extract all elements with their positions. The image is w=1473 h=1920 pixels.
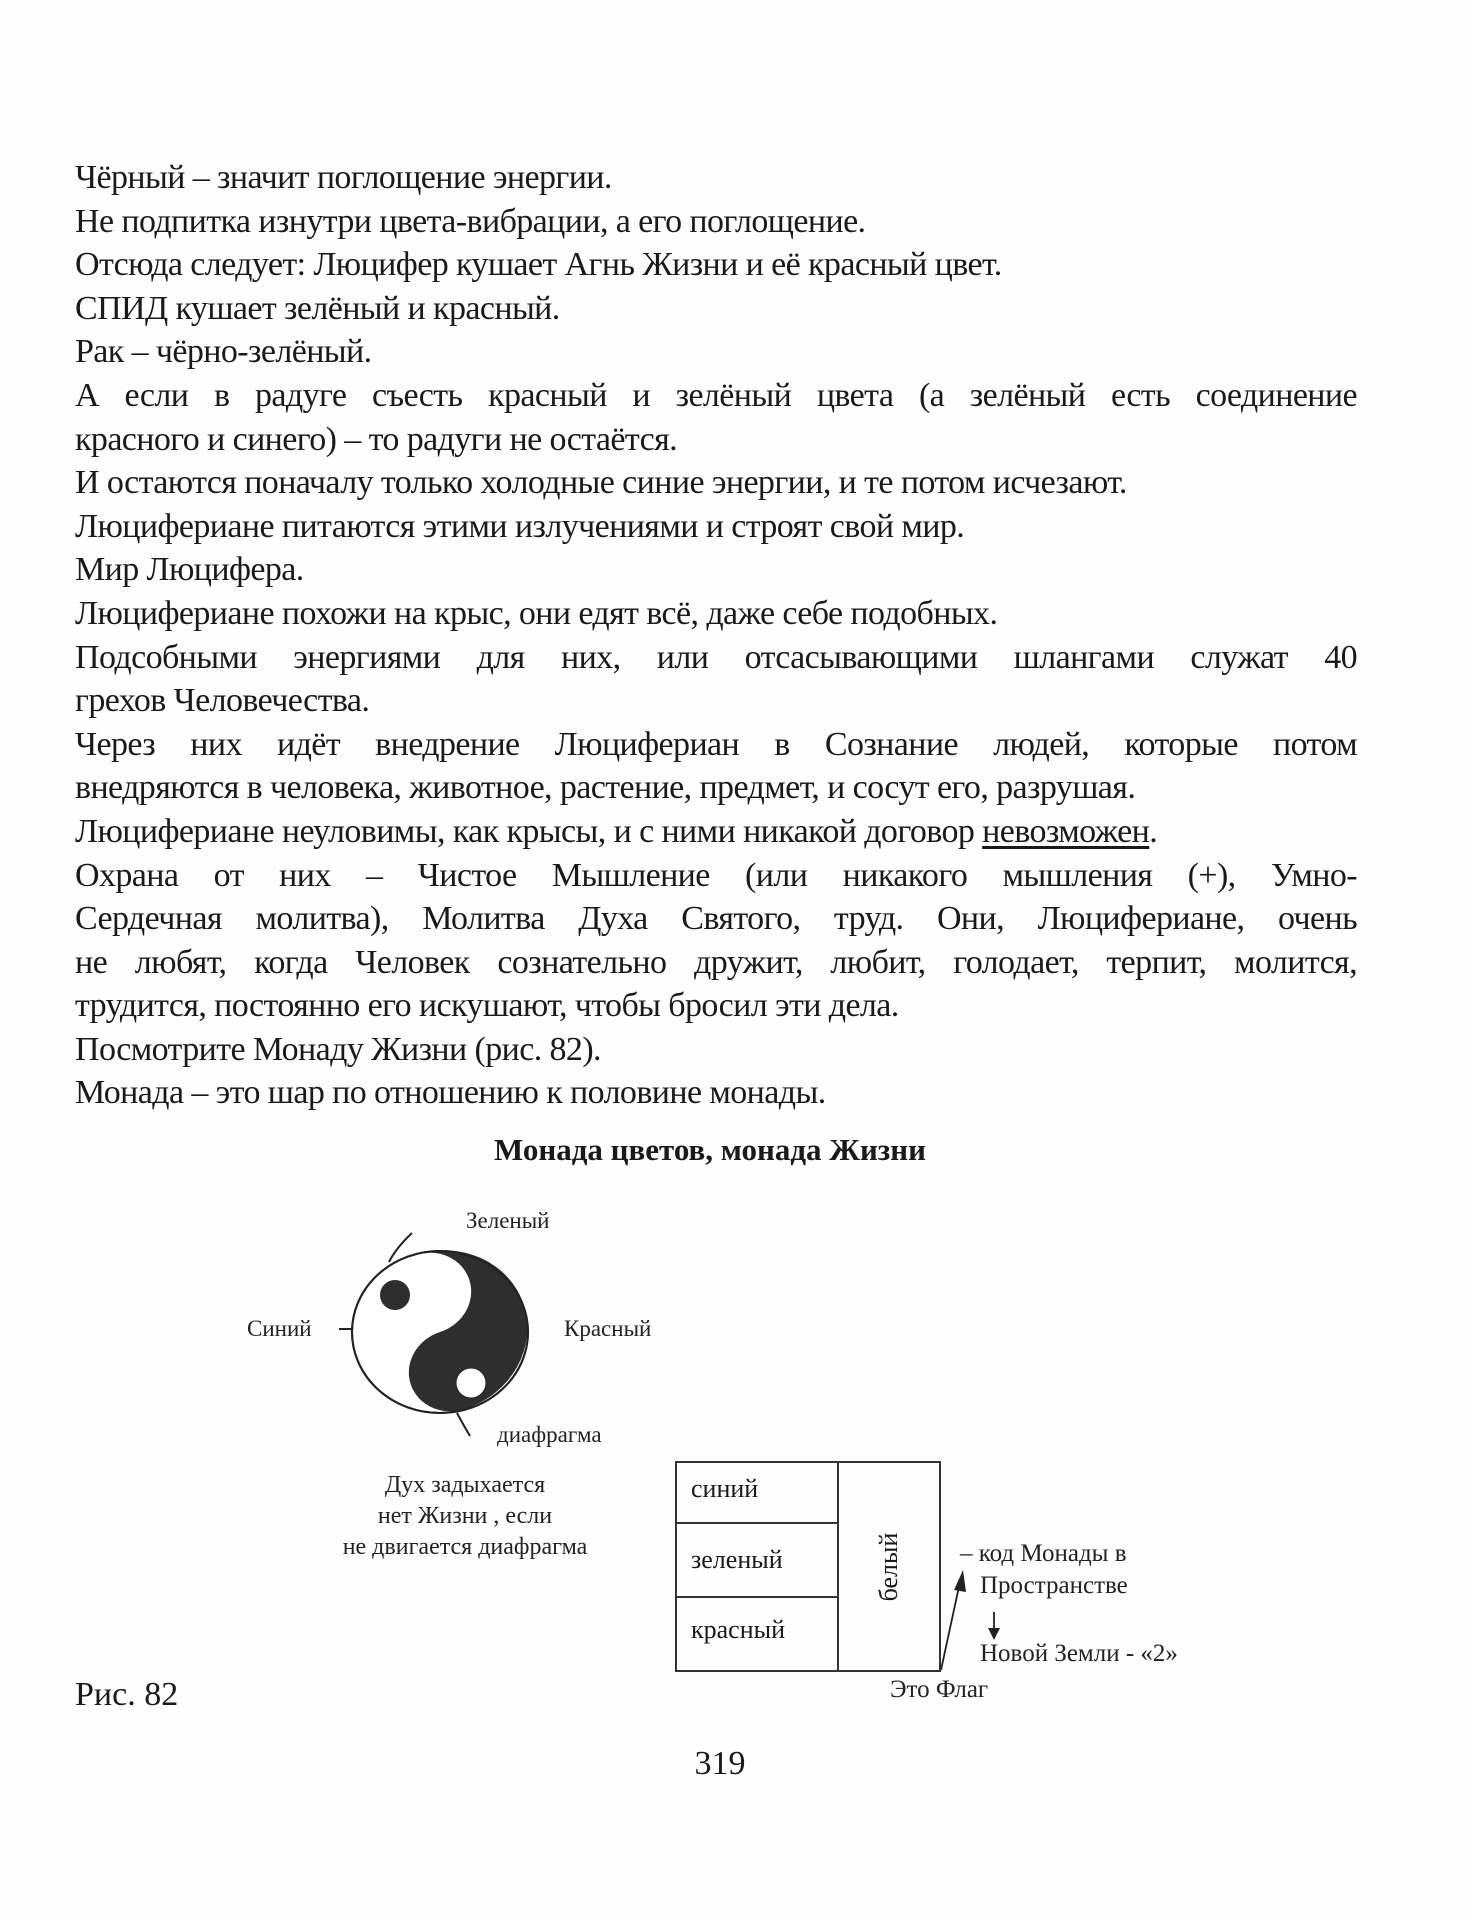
flag-cell-white-label: белый bbox=[874, 1532, 903, 1601]
text-line: Люцифериане питаются этими излучениями и строят свой мир. bbox=[75, 507, 965, 545]
label-green: Зеленый bbox=[466, 1208, 550, 1233]
text-line: СПИД кушает зелёный и красный. bbox=[75, 289, 560, 327]
text-line: Отсюда следует: Люцифер кушает Агнь Жизни и её красный цвет. bbox=[75, 246, 1002, 284]
text-line: Через них идёт внедрение Люцифериан в Сознание людей, которые потом bbox=[75, 725, 1357, 763]
text-line: трудится, постоянно его искушают, чтобы бросил эти дела. bbox=[75, 987, 899, 1025]
text-line: Рак – чёрно-зелёный. bbox=[75, 333, 372, 371]
flag-table bbox=[675, 1461, 941, 1672]
text-line: Охрана от них – Чистое Мышление (или никакого мышления (+), Умно- bbox=[75, 856, 1357, 894]
note-line: не двигается диафрагма bbox=[342, 1534, 588, 1560]
text-line: Чёрный – значит поглощение энергии. bbox=[75, 159, 612, 196]
text-line: грехов Человечества. bbox=[75, 682, 370, 720]
note-line: Дух задыхается bbox=[384, 1472, 546, 1498]
text-line: Сердечная молитва), Молитва Духа Святого, труд. Они, Люцифериане, очень bbox=[75, 900, 1357, 938]
underlined-word: невозможен bbox=[982, 812, 1150, 850]
dark-dot bbox=[380, 1280, 410, 1310]
text-line: Посмотрите Монаду Жизни (рис. 82). bbox=[75, 1030, 601, 1068]
text-line: Люцифериане похожи на крыс, они едят всё, даже себе подобных. bbox=[75, 594, 998, 632]
text-segment: . bbox=[1149, 812, 1158, 850]
flag-cell-red: красный bbox=[691, 1615, 786, 1644]
annotation-space: Пространстве bbox=[980, 1572, 1128, 1599]
text-line: красного и синего) – то радуги не остаётся. bbox=[75, 420, 678, 458]
arrow-down-icon bbox=[988, 1628, 1000, 1640]
flag-cell-white bbox=[839, 1463, 939, 1670]
text-line: Не подпитка изнутри цвета-вибрации, а его поглощение. bbox=[75, 202, 866, 240]
text-line: А если в радуге съесть красный и зелёный цвета (а зелёный есть соединение bbox=[75, 376, 1357, 414]
text-line: Мир Люцифера. bbox=[75, 551, 304, 589]
text-line: Монада – это шар по отношению к половине монады. bbox=[75, 1074, 826, 1112]
text-line: не любят, когда Человек сознательно дружит, любит, голодает, терпит, молится, bbox=[75, 943, 1357, 981]
leader-line-bottom bbox=[457, 1413, 470, 1436]
text-segment: Люцифериане неуловимы, как крысы, и с ними никакой договор bbox=[75, 812, 983, 850]
note-line: нет Жизни , если bbox=[377, 1503, 553, 1529]
label-red: Красный bbox=[564, 1316, 652, 1341]
diaphragm-note bbox=[315, 1470, 615, 1563]
arrow-up-icon bbox=[954, 1570, 966, 1592]
label-blue: Синий bbox=[247, 1316, 312, 1341]
arrow-line bbox=[941, 1582, 960, 1670]
figure-caption: Рис. 82 bbox=[75, 1676, 179, 1713]
light-dot bbox=[456, 1368, 486, 1398]
annotation-new-earth: Новой Земли - «2» bbox=[980, 1640, 1178, 1667]
page-number: 319 bbox=[694, 1745, 746, 1782]
label-diaphragm: диафрагма bbox=[497, 1422, 602, 1447]
text-line: И остаются поначалу только холодные синие энергии, и те потом исчезают. bbox=[75, 464, 1127, 502]
annotation-code: – код Монады в bbox=[960, 1540, 1127, 1567]
text-line: внедряются в человека, животное, растение, предмет, и сосут его, разрушая. bbox=[75, 769, 1136, 807]
figure-title: Монада цветов, монада Жизни bbox=[494, 1132, 926, 1167]
yin-yang-icon bbox=[352, 1228, 549, 1423]
annotation-flag: Это Флаг bbox=[890, 1676, 989, 1703]
text-line: Подсобными энергиями для них, или отсасывающими шлангами служат 40 bbox=[75, 638, 1357, 676]
flag-cell-green: зеленый bbox=[677, 1524, 837, 1598]
flag-cell-blue: синий bbox=[677, 1463, 837, 1524]
